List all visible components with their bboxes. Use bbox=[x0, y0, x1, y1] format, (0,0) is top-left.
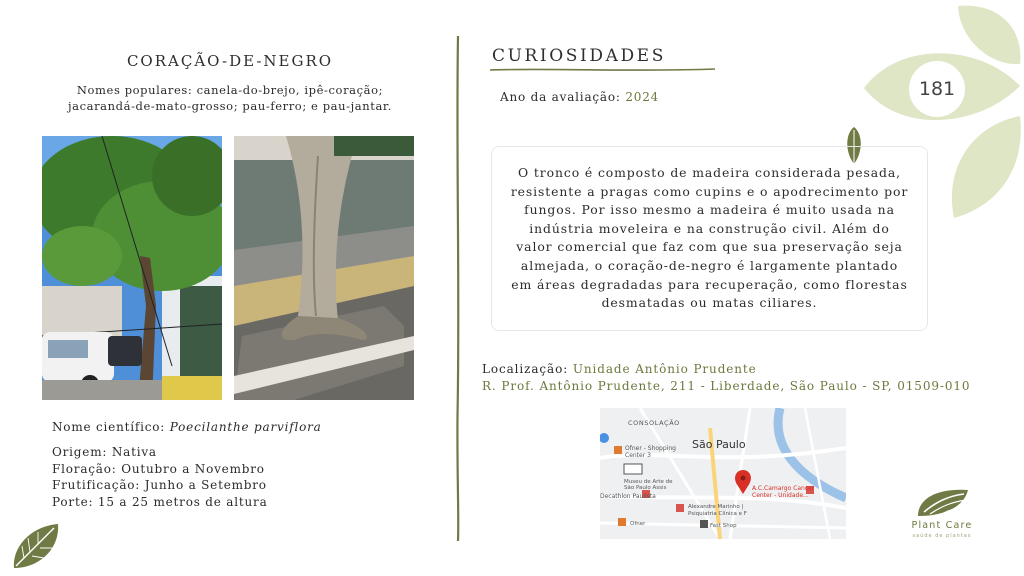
map-label-shopping-2: Center 3 bbox=[625, 452, 651, 459]
map-label-ofner: Ofner bbox=[630, 521, 646, 527]
species-title: CORAÇÃO-DE-NEGRO bbox=[126, 52, 334, 70]
map-label-shopping: Ofner - Shopping bbox=[625, 445, 676, 452]
map-label-museum-1: Museu de Arte de bbox=[624, 479, 673, 485]
map-label-district: CONSOLAÇÃO bbox=[628, 419, 680, 427]
column-divider bbox=[456, 36, 460, 541]
curiosities-card: O tronco é composto de madeira considerada pesada, resistente a pragas como cupins e o apodrecimento por fungos. Por isso mesmo a madeira é muito usada na indústria moveleira e na construção civil. Além do valor comercial que faz com que sua preservação seja almejada, o coração-de-negro é largamente plantado em áreas degradadas para recuperação, como florestas desmatadas ou matas ciliares. bbox=[491, 146, 928, 331]
year-value: 2024 bbox=[625, 90, 660, 104]
location-unit: Unidade Antônio Prudente bbox=[572, 362, 757, 376]
fact-fruiting: Frutificação: Junho a Setembro bbox=[52, 478, 267, 492]
popular-names-line-1: Nomes populares: canela-do-brejo, ipê-coração; bbox=[76, 83, 384, 97]
location-address: R. Prof. Antônio Prudente, 211 - Liberdade, São Paulo - SP, 01509-010 bbox=[482, 379, 971, 393]
fact-origin: Origem: Nativa bbox=[52, 445, 157, 459]
brand-tagline: saúde de plantas bbox=[912, 533, 972, 539]
popular-names bbox=[40, 82, 420, 114]
evaluation-year bbox=[500, 90, 659, 104]
map-label-decathlon: Decathlon Paulista bbox=[600, 493, 656, 500]
page-number: 181 bbox=[918, 78, 956, 100]
curiosities-title: CURIOSIDADES bbox=[492, 46, 666, 66]
fact-size: Porte: 15 a 25 metros de altura bbox=[52, 494, 268, 509]
location-block bbox=[482, 361, 970, 395]
year-label: Ano da avaliação: bbox=[500, 90, 626, 104]
location-line bbox=[482, 361, 970, 378]
plant-care-logo-icon bbox=[914, 486, 970, 518]
species-facts bbox=[52, 444, 268, 510]
location-label: Localização: bbox=[482, 362, 573, 376]
scientific-name-value: Poecilanthe parviflora bbox=[169, 420, 322, 434]
map-label-hospital-1: Alexandre Marinho | bbox=[688, 504, 744, 510]
map-label-cancer-1: A.C.Camargo Cancer bbox=[752, 485, 815, 492]
tree-trunk-photo bbox=[234, 136, 414, 400]
location-map[interactable] bbox=[600, 408, 846, 539]
tree-canopy-photo bbox=[42, 136, 222, 400]
map-label-cancer-2: Center - Unidade... bbox=[752, 492, 809, 499]
scientific-name-label: Nome científico: bbox=[52, 420, 170, 434]
brand-name: Plant Care bbox=[911, 520, 973, 531]
decorative-leaf-bottom-left bbox=[10, 522, 62, 572]
fact-flowering: Floração: Outubro a Novembro bbox=[52, 461, 265, 476]
map-label-fastshop: Fast Shop bbox=[710, 523, 737, 529]
popular-names-line-2: jacarandá-de-mato-grosso; pau-ferro; e pau-jantar. bbox=[67, 99, 393, 113]
map-label-city: São Paulo bbox=[692, 438, 746, 451]
map-label-hospital-2: Psiquiatria Clínica e F bbox=[688, 511, 747, 517]
scientific-name bbox=[52, 420, 322, 434]
map-label-museum-2: São Paulo Assis bbox=[624, 485, 667, 491]
title-underline bbox=[490, 67, 715, 73]
